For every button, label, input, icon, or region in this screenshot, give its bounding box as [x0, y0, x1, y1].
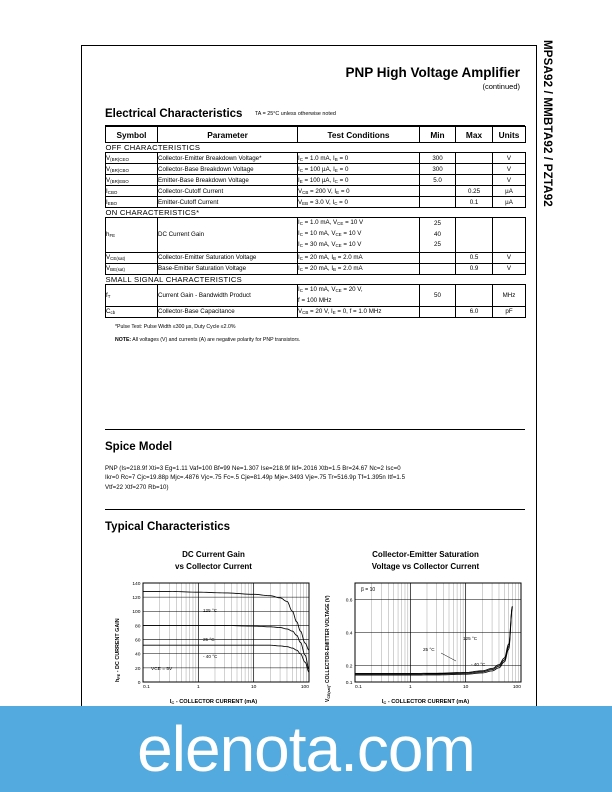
chart-left-svg	[111, 578, 316, 698]
svg-text:0.1: 0.1	[143, 685, 150, 691]
cell-parameter: Current Gain - Bandwidth Product	[158, 284, 298, 306]
table-row	[106, 197, 526, 208]
chart-left-xlabel: $I_C$ - COLLECTOR CURRENT (mA)	[169, 699, 258, 705]
electrical-spec-table	[105, 126, 526, 318]
svg-text:0.1: 0.1	[345, 680, 353, 686]
column-header-units: Units	[493, 127, 526, 143]
svg-text:100: 100	[132, 610, 141, 616]
chart-left-title-line1: DC Current Gain	[182, 550, 245, 559]
part-numbers-label: MPSA92 / MMBTA92 / PZTA92	[541, 40, 553, 207]
chart-left-title	[111, 549, 316, 575]
column-header-test-conditions: Test Conditions	[298, 127, 420, 143]
spice-model-section	[105, 429, 525, 492]
watermark-text: elenota.com	[137, 713, 475, 785]
cell-min: 5.0	[420, 175, 456, 186]
continued-label: (continued)	[482, 82, 520, 91]
cell-min: 25 40 25	[420, 218, 456, 253]
svg-text:0.6: 0.6	[345, 598, 353, 604]
chart-right-title-line1: Collector-Emitter Saturation	[372, 550, 479, 559]
typical-section-title: Typical Characteristics	[105, 521, 231, 533]
cell-symbol: $I_{CBO}$	[106, 186, 158, 197]
cell-symbol: $V_{CE(sat)}$	[106, 252, 158, 263]
svg-text:1: 1	[196, 685, 200, 691]
cell-max: 6.0	[456, 306, 493, 317]
table-row	[106, 164, 526, 175]
chart-annotation: β = 10	[361, 587, 376, 593]
cell-test-conditions: $I_C = 1.0$ mA, $I_B = 0$	[298, 153, 420, 164]
svg-text:0.1: 0.1	[355, 685, 362, 691]
cell-max	[456, 164, 493, 175]
svg-text:60: 60	[135, 638, 141, 644]
chart-dc-current-gain	[111, 549, 316, 709]
cell-units: pF	[493, 306, 526, 317]
svg-text:1: 1	[408, 685, 412, 691]
svg-text:20: 20	[135, 666, 141, 672]
cell-symbol: $V_{BE(sat)}$	[106, 263, 158, 274]
cell-parameter: Emitter-Cutoff Current	[158, 197, 298, 208]
cell-units: V	[493, 252, 526, 263]
cell-min	[420, 186, 456, 197]
cell-symbol: $V_{(BR)EBO}$	[106, 175, 158, 186]
note-label: NOTE:	[115, 336, 132, 343]
cell-parameter: Collector-Cutoff Current	[158, 186, 298, 197]
cell-max: 0.25	[456, 186, 493, 197]
svg-text:100: 100	[512, 685, 521, 691]
chart-annotation: VCE = 5V	[151, 667, 173, 672]
column-header-symbol: Symbol	[106, 127, 158, 143]
chart-annotation: 25 °C	[203, 637, 215, 642]
electrical-section-note: TA = 25°C unless otherwise noted	[254, 111, 336, 117]
cell-max	[456, 153, 493, 164]
cell-symbol: $V_{(BR)CEO}$	[106, 153, 158, 164]
cell-min: 300	[420, 153, 456, 164]
chart-left-title-line2: vs Collector Current	[175, 561, 252, 571]
cell-units: V	[493, 175, 526, 186]
cell-test-conditions: $V_{CB} = 20$ V, $I_E = 0$, f = 1.0 MHz	[298, 306, 420, 317]
cell-test-conditions: $I_C = 100$ µA, $I_E = 0$	[298, 164, 420, 175]
table-header-row	[106, 127, 526, 143]
cell-max: 0.5	[456, 252, 493, 263]
table-row	[106, 284, 526, 306]
cell-symbol: $f_T$	[106, 284, 158, 306]
cell-test-conditions: $I_E = 100$ µA, $I_C = 0$	[298, 175, 420, 186]
cell-symbol: $I_{EBO}$	[106, 197, 158, 208]
svg-text:0.4: 0.4	[345, 631, 353, 637]
chart-right-title	[323, 549, 528, 575]
column-header-parameter: Parameter	[158, 127, 298, 143]
cell-parameter: DC Current Gain	[158, 218, 298, 253]
spice-line-3: Vtf=22 Xtf=270 Rb=10)	[105, 483, 169, 491]
spice-model-text	[105, 464, 525, 492]
group-label: SMALL SIGNAL CHARACTERISTICS	[106, 274, 526, 284]
cell-units: MHz	[493, 284, 526, 306]
table-row	[106, 175, 526, 186]
cell-parameter: Base-Emitter Saturation Voltage	[158, 263, 298, 274]
cell-test-conditions: $I_C = 10$ mA, $V_{CE} = 20$ V, f = 100 MHz	[298, 284, 420, 306]
column-header-max: Max	[456, 127, 493, 143]
svg-text:140: 140	[132, 581, 141, 587]
column-header-min: Min	[420, 127, 456, 143]
page-frame	[81, 45, 537, 783]
cell-test-conditions: $I_C = 20$ mA, $I_B = 2.0$ mA	[298, 263, 420, 274]
chart-left-ylabel: $h_{FE}$ - DC CURRENT GAIN	[115, 618, 121, 682]
note-text: All voltages (V) and currents (A) are negative polarity for PNP transistors.	[131, 336, 301, 343]
svg-text:10: 10	[462, 685, 469, 691]
cell-units: V	[493, 153, 526, 164]
cell-units: µA	[493, 197, 526, 208]
cell-min	[420, 252, 456, 263]
table-row	[106, 153, 526, 164]
svg-text:10: 10	[250, 685, 257, 691]
table-row	[106, 263, 526, 274]
page-title: PNP High Voltage Amplifier	[345, 65, 520, 80]
group-label: OFF CHARACTERISTICS	[106, 143, 526, 153]
cell-test-conditions: $V_{CB} = 200$ V, $I_E = 0$	[298, 186, 420, 197]
svg-text:100: 100	[300, 685, 309, 691]
typical-rule	[105, 509, 525, 510]
svg-text:0: 0	[137, 680, 141, 686]
table-row	[106, 218, 526, 253]
table-group-row	[106, 143, 526, 153]
cell-max: 0.9	[456, 263, 493, 274]
cell-max: 0.1	[456, 197, 493, 208]
table-group-row	[106, 274, 526, 284]
chart-annotation: - 40 °C	[203, 654, 218, 659]
chart-right-xlabel: $I_C$ - COLLECTOR CURRENT (mA)	[381, 699, 470, 705]
pulse-test-footnote: *Pulse Test: Pulse Width ≤300 µs, Duty Cycle ≤2.0%	[115, 323, 236, 330]
cell-max	[456, 218, 493, 253]
svg-text:80: 80	[135, 624, 141, 630]
cell-test-conditions: $I_C = 20$ mA, $I_B = 2.0$ mA	[298, 252, 420, 263]
spice-rule	[105, 429, 525, 430]
side-tab-part-numbers	[535, 40, 559, 290]
cell-units	[493, 218, 526, 253]
cell-parameter: Collector-Base Capacitance	[158, 306, 298, 317]
electrical-characteristics-section	[105, 104, 525, 343]
chart-right-svg	[323, 578, 528, 698]
cell-parameter: Collector-Base Breakdown Voltage	[158, 164, 298, 175]
cell-parameter: Emitter-Base Breakdown Voltage	[158, 175, 298, 186]
chart-annotation: 125 °C	[463, 636, 478, 641]
charts-container	[105, 549, 525, 709]
cell-min	[420, 306, 456, 317]
cell-symbol: $h_{FE}$	[106, 218, 158, 253]
cell-units: V	[493, 164, 526, 175]
svg-text:120: 120	[132, 596, 141, 602]
cell-symbol: $C_{cb}$	[106, 306, 158, 317]
spice-line-2: Ikr=0 Rc=7 Cjc=19.88p Mjc=.4876 Vjc=.75 Fc=.5 Cje=81.49p Mje=.3493 Vje=.75 Tr=516.9p Tf=1.395n Itf=1.5	[105, 474, 406, 482]
svg-text:0.2: 0.2	[345, 664, 353, 670]
cell-min: 50	[420, 284, 456, 306]
spice-line-1: PNP (Is=218.9f Xti=3 Eg=1.11 Vaf=100 Bf=99 Ne=1.307 Ise=218.9f Ikf=.2016 Xtb=1.5 Br=24.67 Nc=2 Isc=0	[105, 465, 401, 472]
typical-characteristics-section	[105, 509, 525, 709]
chart-annotation: - 40 °C	[471, 662, 486, 667]
spice-section-title: Spice Model	[105, 441, 173, 453]
cell-test-conditions: $I_C = 1.0$ mA, $V_{CE} = 10$ V $I_C = 10$ mA, $V_{CE} = 10$ V $I_C = 30$ mA, $V_{CE} = 10$ V	[298, 218, 420, 253]
chart-left-plot	[111, 578, 316, 698]
cell-test-conditions: $V_{EB} = 3.0$ V, $I_C = 0$	[298, 197, 420, 208]
cell-units: µA	[493, 186, 526, 197]
cell-max	[456, 175, 493, 186]
cell-parameter: Collector-Emitter Saturation Voltage	[158, 252, 298, 263]
chart-right-ylabel: $V_{CE(sat)}-$ COLLECTOR-EMITTER VOLTAGE (V)	[325, 595, 331, 702]
chart-right-title-line2: Voltage vs Collector Current	[371, 561, 480, 571]
cell-min	[420, 263, 456, 274]
polarity-note	[115, 337, 525, 343]
electrical-section-title: Electrical Characteristics	[105, 108, 243, 120]
table-row	[106, 186, 526, 197]
cell-max	[456, 284, 493, 306]
cell-min	[420, 197, 456, 208]
table-row	[106, 252, 526, 263]
svg-text:40: 40	[135, 652, 141, 658]
table-row	[106, 306, 526, 317]
cell-units: V	[493, 263, 526, 274]
chart-vce-saturation	[323, 549, 528, 709]
chart-annotation: 125 °C	[203, 608, 218, 613]
electrical-heading-row	[105, 104, 525, 122]
group-label: ON CHARACTERISTICS*	[106, 208, 526, 218]
cell-min: 300	[420, 164, 456, 175]
cell-symbol: $V_{(BR)CBO}$	[106, 164, 158, 175]
table-group-row	[106, 208, 526, 218]
cell-parameter: Collector-Emitter Breakdown Voltage*	[158, 153, 298, 164]
chart-annotation: 25 °C	[423, 647, 435, 652]
